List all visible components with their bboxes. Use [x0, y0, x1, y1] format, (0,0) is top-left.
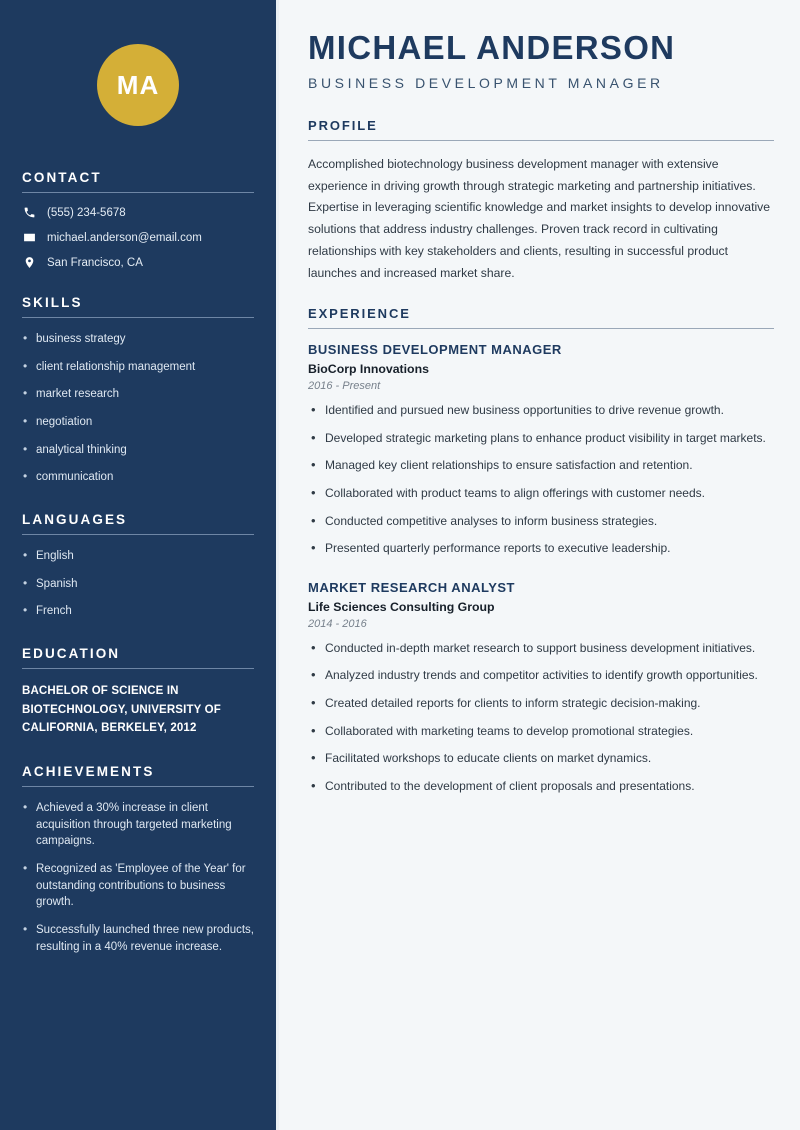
languages-list	[22, 548, 254, 620]
experience-entry	[308, 342, 774, 558]
contact-item-phone	[22, 206, 254, 219]
list-item: • Collaborated with product teams to align offerings with customer needs.	[308, 484, 774, 503]
achievements-divider	[22, 786, 254, 787]
list-item: • Facilitated workshops to educate clients on market dynamics.	[308, 749, 774, 768]
list-item: • Identified and pursued new business opportunities to drive revenue growth.	[308, 401, 774, 420]
envelope-icon	[22, 231, 36, 244]
education-section	[22, 646, 254, 738]
languages-heading: LANGUAGES	[22, 512, 128, 528]
skills-heading: SKILLS	[22, 295, 83, 310]
main-column	[279, 0, 800, 1130]
job-dates: 2016 - Present	[308, 380, 381, 393]
achievements-list	[22, 800, 254, 955]
list-item: • French	[22, 603, 254, 620]
list-item: • Collaborated with marketing teams to develop promotional strategies.	[308, 722, 774, 741]
list-item: • Achieved a 30% increase in client acquisition through targeted marketing campaigns.	[22, 800, 254, 850]
list-item: • English	[22, 548, 254, 565]
list-item: • business strategy	[22, 331, 254, 348]
job-company: BioCorp Innovations	[308, 362, 429, 377]
list-item: • client relationship management	[22, 359, 254, 376]
contact-phone-value: (555) 234-5678	[47, 206, 126, 219]
list-item: • Successfully launched three new products, resulting in a 40% revenue increase.	[22, 922, 254, 955]
contact-item-location	[22, 256, 254, 269]
achievements-heading: ACHIEVEMENTS	[22, 763, 155, 779]
achievements-section	[22, 764, 254, 955]
job-bullets	[308, 401, 774, 558]
experience-heading: EXPERIENCE	[308, 306, 411, 322]
skills-divider	[22, 317, 254, 318]
skills-list	[22, 331, 254, 486]
languages-section	[22, 512, 254, 620]
list-item: • Managed key client relationships to ensure satisfaction and retention.	[308, 456, 774, 475]
list-item: • Created detailed reports for clients to inform strategic decision-making.	[308, 694, 774, 713]
profile-heading: PROFILE	[308, 117, 378, 133]
contact-location-value: San Francisco, CA	[47, 256, 143, 269]
education-divider	[22, 668, 254, 669]
contact-heading: CONTACT	[22, 170, 102, 185]
education-entry: BACHELOR OF SCIENCE IN BIOTECHNOLOGY, UNIVERSITY OF CALIFORNIA, BERKELEY, 2012	[22, 685, 221, 735]
contact-list	[22, 206, 254, 269]
list-item: • Spanish	[22, 576, 254, 593]
profile-text: Accomplished biotechnology business development manager with extensive experience in driving growth through strategic marketing and partnership initiatives. Expertise in leveraging scientific knowledge and market insights to develop innovative solutions that address industry challenges. Proven track record in cultivating relationships with key stakeholders and clients, resulting in successful product launches and increased market share.	[308, 156, 771, 280]
list-item: • Analyzed industry trends and competitor activities to identify growth opportunities.	[308, 666, 774, 685]
avatar-container	[22, 0, 254, 170]
contact-section	[22, 170, 254, 269]
job-company: Life Sciences Consulting Group	[308, 599, 495, 614]
profile-section	[308, 118, 774, 284]
experience-entry	[308, 580, 774, 796]
education-heading: EDUCATION	[22, 646, 121, 662]
sidebar	[0, 0, 279, 1130]
phone-icon	[22, 206, 36, 219]
job-title: MARKET RESEARCH ANALYST	[308, 579, 515, 595]
job-title: BUSINESS DEVELOPMENT MANAGER	[308, 342, 562, 358]
job-bullets	[308, 639, 774, 796]
list-item: • Conducted in-depth market research to support business development initiatives.	[308, 639, 774, 658]
experience-divider	[308, 328, 774, 329]
list-item: • Contributed to the development of client proposals and presentations.	[308, 777, 774, 796]
job-role-subtitle: BUSINESS DEVELOPMENT MANAGER	[308, 74, 664, 91]
list-item: • analytical thinking	[22, 442, 254, 459]
map-pin-icon	[22, 256, 36, 269]
contact-divider	[22, 192, 254, 193]
job-dates: 2014 - 2016	[308, 617, 367, 630]
contact-email-value: michael.anderson@email.com	[47, 231, 202, 244]
profile-divider	[308, 140, 774, 141]
list-item: • Developed strategic marketing plans to enhance product visibility in target markets.	[308, 429, 774, 448]
languages-divider	[22, 534, 254, 535]
avatar-initials: MA	[97, 44, 179, 126]
experience-section	[308, 306, 774, 795]
skills-section	[22, 295, 254, 486]
contact-item-email	[22, 231, 254, 244]
list-item: • negotiation	[22, 414, 254, 431]
list-item: • market research	[22, 386, 254, 403]
list-item: • communication	[22, 469, 254, 486]
list-item: • Conducted competitive analyses to inform business strategies.	[308, 512, 774, 531]
list-item: • Presented quarterly performance reports to executive leadership.	[308, 539, 774, 558]
list-item: • Recognized as 'Employee of the Year' for outstanding contributions to business growth.	[22, 861, 254, 911]
page-title: MICHAEL ANDERSON	[308, 29, 676, 66]
